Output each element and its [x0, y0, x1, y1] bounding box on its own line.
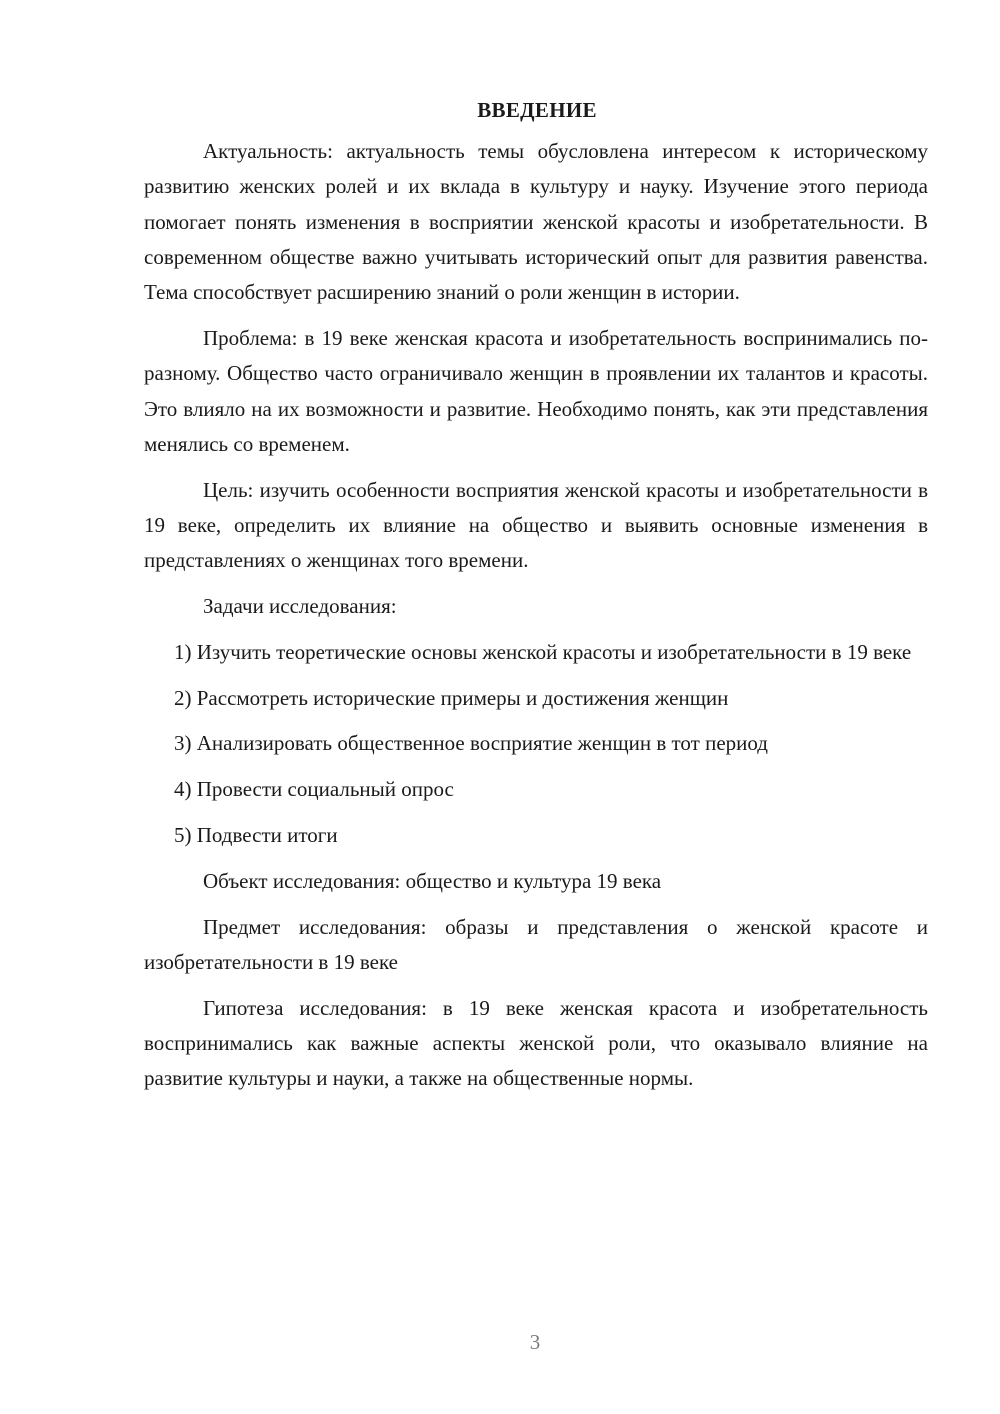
- page-number: 3: [529, 1330, 541, 1354]
- object-paragraph: Объект исследования: общество и культура 19 века: [203, 868, 662, 893]
- task-item-2: 2) Рассмотреть исторические примеры и достижения женщин: [174, 685, 729, 710]
- subject-paragraph: Предмет исследования: образы и представления о женской красоте и изобретательности в 19 веке: [144, 914, 928, 974]
- relevance-paragraph: Актуальность: актуальность темы обусловлена интересом к историческому развитию женских ролей и их вклада в культуру и науку. Изучение этого периода помогает понять изменения в восприятии женской красоты и изобретательности. В современном обществе важно учитывать исторический опыт для развития равенства. Тема способствует расширению знаний о роли женщин в истории.: [144, 139, 928, 305]
- task-item-3: 3) Анализировать общественное восприятие женщин в тот период: [174, 731, 768, 756]
- page-content: [144, 92, 928, 1097]
- problem-paragraph: Проблема: в 19 веке женская красота и изобретательность воспринимались по-разному. Общество часто ограничивало женщин в проявлении их талантов и красоты. Это влияло на их возможности и развитие. Необходимо понять, как эти представления менялись со временем.: [144, 325, 928, 456]
- task-item-5: 5) Подвести итоги: [174, 823, 338, 848]
- hypothesis-paragraph: Гипотеза исследования: в 19 веке женская красота и изобретательность воспринимались как важные аспекты женской роли, что оказывало влияние на развитие культуры и науки, а также на общественные нормы.: [144, 995, 928, 1091]
- task-item-1: 1) Изучить теоретические основы женской красоты и изобретательности в 19 веке: [174, 639, 912, 664]
- goal-paragraph: Цель: изучить особенности восприятия женской красоты и изобретательности в 19 веке, определить их влияние на общество и выявить основные изменения в представлениях о женщинах того времени.: [144, 477, 928, 573]
- section-title: ВВЕДЕНИЕ: [477, 98, 597, 122]
- tasks-heading: Задачи исследования:: [203, 594, 397, 619]
- task-item-4: 4) Провести социальный опрос: [174, 777, 454, 802]
